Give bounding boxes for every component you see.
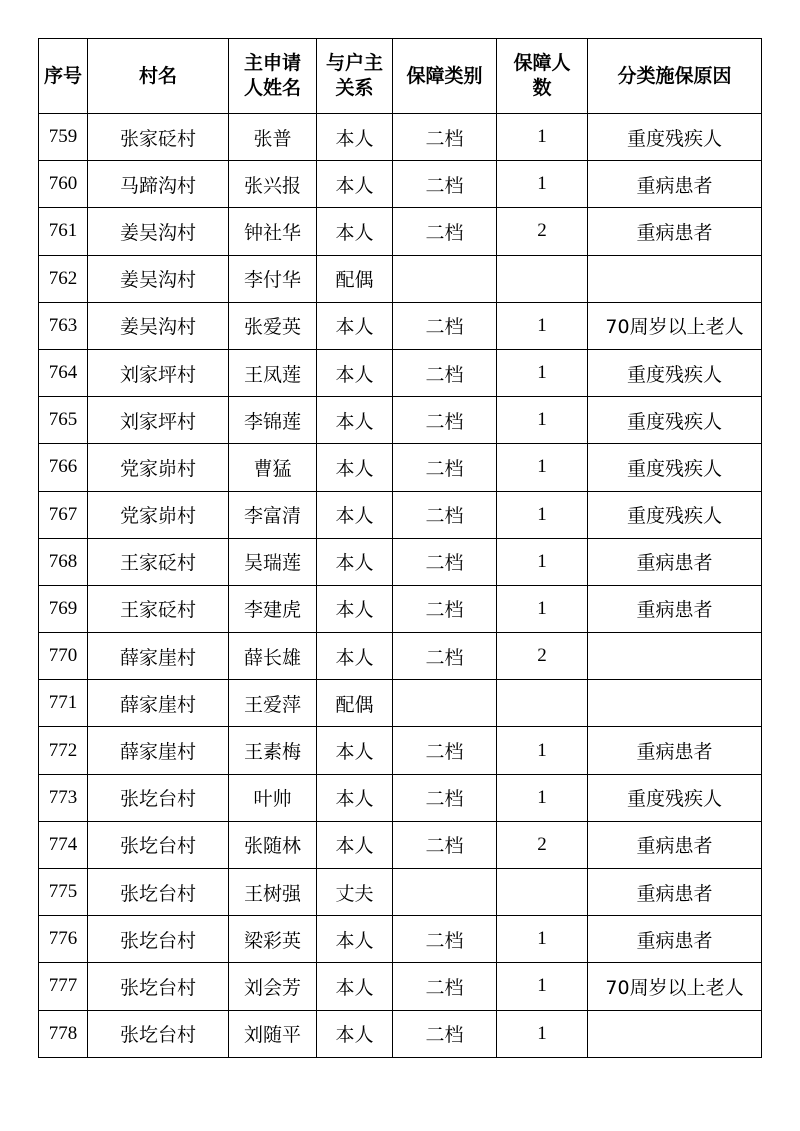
cell-seq: 769 bbox=[39, 585, 88, 632]
cell-village: 张圪台村 bbox=[88, 774, 229, 821]
cell-village: 张圪台村 bbox=[88, 1010, 229, 1057]
table-row bbox=[39, 538, 762, 585]
cell-reason: 重病患者 bbox=[588, 821, 762, 868]
cell-category bbox=[393, 869, 497, 916]
header-category: 保障类别 bbox=[393, 39, 497, 114]
cell-count: 1 bbox=[497, 963, 588, 1010]
cell-category: 二档 bbox=[393, 585, 497, 632]
cell-reason: 重病患者 bbox=[588, 585, 762, 632]
cell-name: 王素梅 bbox=[229, 727, 317, 774]
cell-relation: 本人 bbox=[317, 633, 393, 680]
cell-seq: 772 bbox=[39, 727, 88, 774]
table-row bbox=[39, 491, 762, 538]
header-village: 村名 bbox=[88, 39, 229, 114]
cell-relation: 本人 bbox=[317, 727, 393, 774]
table-row bbox=[39, 585, 762, 632]
cell-village: 张圪台村 bbox=[88, 821, 229, 868]
cell-count bbox=[497, 869, 588, 916]
cell-category: 二档 bbox=[393, 349, 497, 396]
cell-name: 王凤莲 bbox=[229, 349, 317, 396]
cell-seq: 766 bbox=[39, 444, 88, 491]
cell-village: 张圪台村 bbox=[88, 916, 229, 963]
cell-name: 薛长雄 bbox=[229, 633, 317, 680]
cell-category: 二档 bbox=[393, 114, 497, 161]
cell-name: 叶帅 bbox=[229, 774, 317, 821]
table-row bbox=[39, 1010, 762, 1057]
cell-seq: 773 bbox=[39, 774, 88, 821]
cell-category: 二档 bbox=[393, 633, 497, 680]
table-row bbox=[39, 349, 762, 396]
cell-seq: 763 bbox=[39, 302, 88, 349]
cell-category: 二档 bbox=[393, 916, 497, 963]
table-header bbox=[39, 39, 762, 114]
cell-reason: 重病患者 bbox=[588, 208, 762, 255]
cell-reason: 重度残疾人 bbox=[588, 349, 762, 396]
cell-reason: 70周岁以上老人 bbox=[588, 302, 762, 349]
cell-seq: 778 bbox=[39, 1010, 88, 1057]
cell-village: 王家砭村 bbox=[88, 585, 229, 632]
table-row bbox=[39, 727, 762, 774]
cell-village: 党家峁村 bbox=[88, 491, 229, 538]
cell-relation: 本人 bbox=[317, 1010, 393, 1057]
cell-village: 薛家崖村 bbox=[88, 633, 229, 680]
cell-category bbox=[393, 680, 497, 727]
cell-category: 二档 bbox=[393, 491, 497, 538]
cell-relation: 本人 bbox=[317, 491, 393, 538]
cell-count: 2 bbox=[497, 633, 588, 680]
cell-seq: 761 bbox=[39, 208, 88, 255]
cell-count: 1 bbox=[497, 114, 588, 161]
cell-category: 二档 bbox=[393, 161, 497, 208]
cell-village: 张圪台村 bbox=[88, 963, 229, 1010]
table-row bbox=[39, 161, 762, 208]
cell-village: 刘家坪村 bbox=[88, 349, 229, 396]
cell-seq: 760 bbox=[39, 161, 88, 208]
cell-relation: 本人 bbox=[317, 963, 393, 1010]
cell-category: 二档 bbox=[393, 208, 497, 255]
cell-name: 梁彩英 bbox=[229, 916, 317, 963]
cell-relation: 配偶 bbox=[317, 680, 393, 727]
cell-reason bbox=[588, 633, 762, 680]
cell-count: 1 bbox=[497, 302, 588, 349]
cell-village: 王家砭村 bbox=[88, 538, 229, 585]
cell-seq: 770 bbox=[39, 633, 88, 680]
cell-seq: 777 bbox=[39, 963, 88, 1010]
cell-relation: 本人 bbox=[317, 538, 393, 585]
table-row bbox=[39, 774, 762, 821]
cell-relation: 本人 bbox=[317, 444, 393, 491]
table-row bbox=[39, 680, 762, 727]
cell-seq: 768 bbox=[39, 538, 88, 585]
table-row bbox=[39, 397, 762, 444]
cell-relation: 本人 bbox=[317, 208, 393, 255]
cell-category: 二档 bbox=[393, 774, 497, 821]
cell-reason: 重度残疾人 bbox=[588, 491, 762, 538]
cell-relation: 本人 bbox=[317, 114, 393, 161]
cell-category: 二档 bbox=[393, 727, 497, 774]
table-body bbox=[39, 114, 762, 1058]
cell-relation: 本人 bbox=[317, 397, 393, 444]
cell-reason bbox=[588, 680, 762, 727]
cell-reason: 重度残疾人 bbox=[588, 397, 762, 444]
cell-reason: 重病患者 bbox=[588, 161, 762, 208]
cell-village: 张家砭村 bbox=[88, 114, 229, 161]
cell-village: 马蹄沟村 bbox=[88, 161, 229, 208]
cell-count: 1 bbox=[497, 538, 588, 585]
cell-village: 姜吴沟村 bbox=[88, 302, 229, 349]
cell-seq: 759 bbox=[39, 114, 88, 161]
cell-name: 刘随平 bbox=[229, 1010, 317, 1057]
table-row bbox=[39, 444, 762, 491]
cell-reason: 重病患者 bbox=[588, 869, 762, 916]
cell-relation: 本人 bbox=[317, 585, 393, 632]
cell-count: 1 bbox=[497, 349, 588, 396]
header-count: 保障人数 bbox=[497, 39, 588, 114]
cell-relation: 本人 bbox=[317, 161, 393, 208]
cell-count bbox=[497, 255, 588, 302]
cell-category: 二档 bbox=[393, 302, 497, 349]
cell-relation: 本人 bbox=[317, 302, 393, 349]
cell-category: 二档 bbox=[393, 538, 497, 585]
cell-village: 刘家坪村 bbox=[88, 397, 229, 444]
cell-village: 姜吴沟村 bbox=[88, 255, 229, 302]
cell-reason bbox=[588, 255, 762, 302]
header-applicant: 主申请人姓名 bbox=[229, 39, 317, 114]
cell-village: 姜吴沟村 bbox=[88, 208, 229, 255]
cell-count: 2 bbox=[497, 821, 588, 868]
cell-village: 党家峁村 bbox=[88, 444, 229, 491]
cell-reason: 重度残疾人 bbox=[588, 774, 762, 821]
table-row bbox=[39, 114, 762, 161]
cell-name: 张普 bbox=[229, 114, 317, 161]
cell-reason: 重病患者 bbox=[588, 538, 762, 585]
cell-seq: 771 bbox=[39, 680, 88, 727]
cell-count: 1 bbox=[497, 1010, 588, 1057]
header-reason: 分类施保原因 bbox=[588, 39, 762, 114]
cell-seq: 765 bbox=[39, 397, 88, 444]
cell-count: 1 bbox=[497, 585, 588, 632]
cell-name: 张爱英 bbox=[229, 302, 317, 349]
cell-relation: 丈夫 bbox=[317, 869, 393, 916]
cell-count: 1 bbox=[497, 397, 588, 444]
cell-name: 王树强 bbox=[229, 869, 317, 916]
cell-village: 薛家崖村 bbox=[88, 727, 229, 774]
cell-seq: 776 bbox=[39, 916, 88, 963]
cell-name: 李付华 bbox=[229, 255, 317, 302]
cell-reason: 重病患者 bbox=[588, 727, 762, 774]
table-row bbox=[39, 916, 762, 963]
table-row bbox=[39, 208, 762, 255]
cell-seq: 774 bbox=[39, 821, 88, 868]
cell-reason bbox=[588, 1010, 762, 1057]
cell-relation: 本人 bbox=[317, 916, 393, 963]
cell-name: 刘会芳 bbox=[229, 963, 317, 1010]
cell-name: 李富清 bbox=[229, 491, 317, 538]
cell-name: 张兴报 bbox=[229, 161, 317, 208]
cell-count: 1 bbox=[497, 916, 588, 963]
cell-category: 二档 bbox=[393, 821, 497, 868]
cell-count: 1 bbox=[497, 727, 588, 774]
cell-seq: 775 bbox=[39, 869, 88, 916]
cell-count: 1 bbox=[497, 774, 588, 821]
cell-category: 二档 bbox=[393, 397, 497, 444]
cell-name: 钟社华 bbox=[229, 208, 317, 255]
table-row bbox=[39, 302, 762, 349]
header-seq: 序号 bbox=[39, 39, 88, 114]
table-row bbox=[39, 255, 762, 302]
table-row bbox=[39, 633, 762, 680]
header-row bbox=[39, 39, 762, 114]
cell-count: 1 bbox=[497, 491, 588, 538]
cell-category: 二档 bbox=[393, 1010, 497, 1057]
cell-name: 张随林 bbox=[229, 821, 317, 868]
cell-reason: 70周岁以上老人 bbox=[588, 963, 762, 1010]
cell-reason: 重度残疾人 bbox=[588, 444, 762, 491]
roster-table bbox=[38, 38, 762, 1058]
cell-seq: 767 bbox=[39, 491, 88, 538]
cell-count: 1 bbox=[497, 444, 588, 491]
table-row bbox=[39, 821, 762, 868]
cell-reason: 重病患者 bbox=[588, 916, 762, 963]
cell-count bbox=[497, 680, 588, 727]
cell-category bbox=[393, 255, 497, 302]
cell-name: 曹猛 bbox=[229, 444, 317, 491]
cell-seq: 762 bbox=[39, 255, 88, 302]
cell-relation: 本人 bbox=[317, 349, 393, 396]
table-row bbox=[39, 963, 762, 1010]
header-relation: 与户主关系 bbox=[317, 39, 393, 114]
cell-category: 二档 bbox=[393, 963, 497, 1010]
cell-count: 2 bbox=[497, 208, 588, 255]
cell-name: 李锦莲 bbox=[229, 397, 317, 444]
cell-name: 李建虎 bbox=[229, 585, 317, 632]
cell-relation: 本人 bbox=[317, 821, 393, 868]
cell-reason: 重度残疾人 bbox=[588, 114, 762, 161]
cell-relation: 配偶 bbox=[317, 255, 393, 302]
cell-seq: 764 bbox=[39, 349, 88, 396]
cell-relation: 本人 bbox=[317, 774, 393, 821]
cell-name: 王爱萍 bbox=[229, 680, 317, 727]
table-row bbox=[39, 869, 762, 916]
cell-count: 1 bbox=[497, 161, 588, 208]
cell-name: 吴瑞莲 bbox=[229, 538, 317, 585]
cell-category: 二档 bbox=[393, 444, 497, 491]
cell-village: 薛家崖村 bbox=[88, 680, 229, 727]
cell-village: 张圪台村 bbox=[88, 869, 229, 916]
